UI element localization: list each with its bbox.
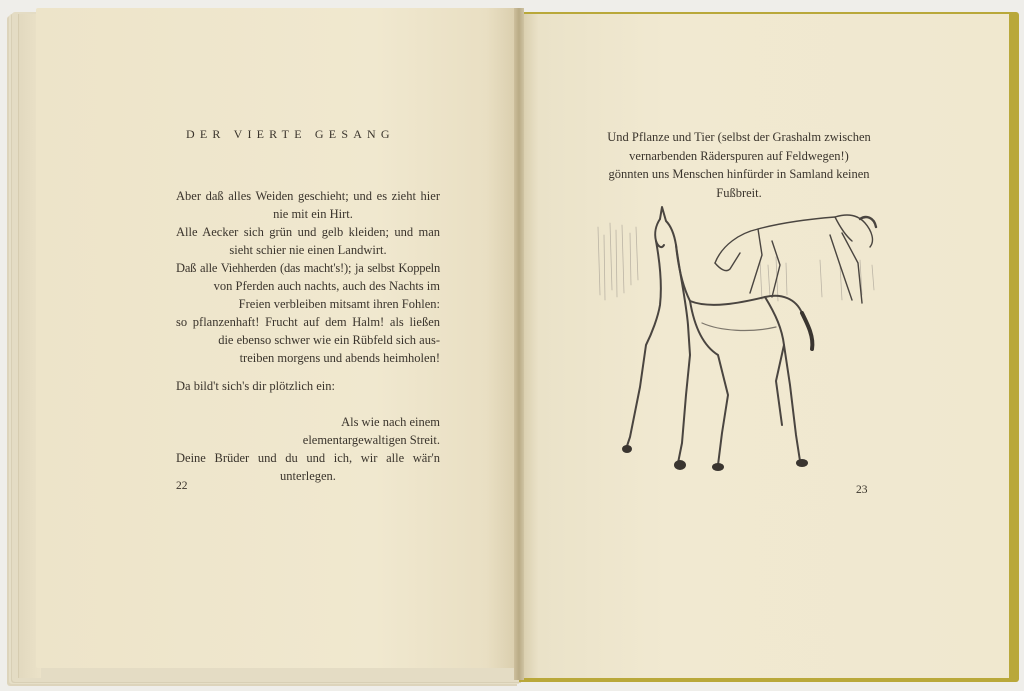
page-number-left: 22: [176, 480, 188, 492]
poem-stanza-2: [176, 377, 440, 395]
poem-line: so pflanzenhaft! Frucht auf dem Halm! als ließen: [176, 315, 440, 329]
poem-line: sieht schier nie einen Landwirt.: [229, 243, 387, 257]
book-gutter: [514, 8, 524, 680]
text-line: Fußbreit.: [716, 185, 762, 200]
foal-background: [715, 215, 876, 303]
text-line: vernarbenden Räderspuren auf Feldwegen!): [629, 148, 849, 163]
poem-line: Alle Aecker sich grün und gelb kleiden; und man: [176, 225, 440, 239]
poem-line: von Pferden auch nachts, auch des Nachts im: [213, 279, 440, 293]
poem-line: Freien verbleiben mitsamt ihren Fohlen:: [238, 297, 440, 311]
chapter-heading: DER VIERTE GESANG: [186, 127, 395, 141]
poem-line: Daß alle Viehherden (das macht's!); ja selbst Koppeln: [176, 261, 440, 275]
horse-illustration: [590, 205, 890, 480]
poem-line: Da bild't sich's dir plötzlich ein:: [176, 379, 335, 393]
poem-line: Aber daß alles Weiden geschieht; und es zieht hier: [176, 189, 440, 203]
poem-line: Als wie nach einem: [341, 415, 440, 429]
text-line: gönnten uns Menschen hinfürder in Samland keinen: [608, 167, 870, 181]
poem-line: die ebenso schwer wie ein Rübfeld sich aus-: [218, 333, 440, 347]
grass-hatching: [598, 223, 874, 301]
horse-foreground: [626, 207, 812, 465]
poem-stanza-3: [176, 413, 440, 485]
right-page-text: [598, 128, 880, 202]
hooves: [622, 445, 808, 471]
poem-line: treiben morgens und abends heimholen!: [239, 351, 440, 365]
poem-stanza-1: [176, 187, 440, 367]
text-line: Und Pflanze und Tier (selbst der Grashalm zwischen: [607, 130, 871, 144]
poem-line: Deine Brüder und du und ich, wir alle wär'n: [176, 451, 440, 465]
poem-line: elementargewaltigen Streit.: [302, 433, 440, 447]
page-number-right: 23: [856, 484, 868, 496]
poem-line: nie mit ein Hirt.: [273, 207, 353, 221]
poem-line: unterlegen.: [280, 469, 336, 483]
